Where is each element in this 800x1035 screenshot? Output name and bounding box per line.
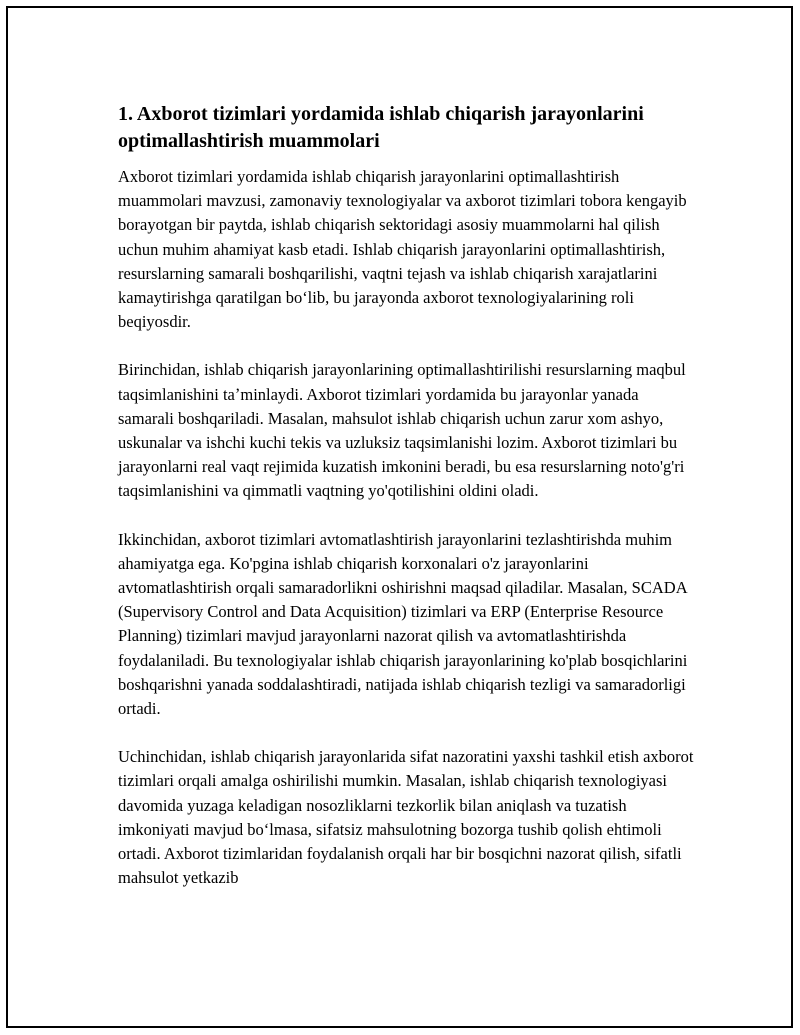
page-frame bbox=[6, 6, 793, 1028]
paragraph-3: Ikkinchidan, axborot tizimlari avtomatlashtirish jarayonlarini tezlashtirishda muhim ahamiyatga ega. Ko'pgina ishlab chiqarish korxonalari o'z jarayonlarini avtomatlashtirish orqali samaradorlikni oshirishni maqsad qiladilar. Masalan, SCADA (Supervisory Control and Data Acquisition) tizimlari va ERP (Enterprise Resource Planning) tizimlari mavjud jarayonlarni nazorat qilish va avtomatlashtirishda foydalaniladi. Bu texnologiyalar ishlab chiqarish jarayonlarining ko'plab bosqichlarini boshqarishni yanada soddalashtiradi, natijada ishlab chiqarish tezligi va samaradorligi ortadi. bbox=[118, 529, 688, 719]
document-body bbox=[118, 101, 698, 914]
paragraph-1: Axborot tizimlari yordamida ishlab chiqarish jarayonlarini optimallashtirish muammolari mavzusi, zamonaviy texnologiyalar va axborot tizimlari tobora kengayib borayotgan bir paytda, ishlab chiqarish sektoridagi asosiy muammolarni hal qilish uchun muhim ahamiyat kasb etadi. Ishlab chiqarish jarayonlarini optimallashtirish, resurslarning samarali boshqarilishi, vaqtni tejash va ishlab chiqarish xarajatlarini kamaytirishga qaratilgan boʻlib, bu jarayonda axborot texnologiyalarining roli beqiyosdir. bbox=[118, 167, 687, 332]
section-heading: 1. Axborot tizimlari yordamida ishlab chiqarish jarayonlarini optimallashtirish muammolari bbox=[118, 103, 644, 152]
paragraph-2: Birinchidan, ishlab chiqarish jarayonlarining optimallashtirilishi resurslarning maqbul taqsimlanishini taʼminlaydi. Axborot tizimlari yordamida bu jarayonlar yanada samarali boshqariladi. Masalan, mahsulot ishlab chiqarish uchun zarur xom ashyo, uskunalar va ishchi kuchi tekis va uzluksiz taqsimlanishi lozim. Axborot tizimlari bu jarayonlarni real vaqt rejimida kuzatish imkonini beradi, bu esa resurslarning noto'g'ri taqsimlanishini va qimmatli vaqtning yo'qotilishini oldini oladi. bbox=[118, 360, 686, 501]
paragraph-4: Uchinchidan, ishlab chiqarish jarayonlarida sifat nazoratini yaxshi tashkil etish axborot tizimlari orqali amalga oshirilishi mumkin. Masalan, ishlab chiqarish texnologiyasi davomida yuzaga keladigan nosozliklarni tezkorlik bilan aniqlash va tuzatish imkoniyati mavjud boʻlmasa, sifatsiz mahsulotning bozorga tushib qolish ehtimoli ortadi. Axborot tizimlaridan foydalanish orqali har bir bosqichni nazorat qilish, sifatli mahsulot yetkazib bbox=[118, 747, 694, 888]
